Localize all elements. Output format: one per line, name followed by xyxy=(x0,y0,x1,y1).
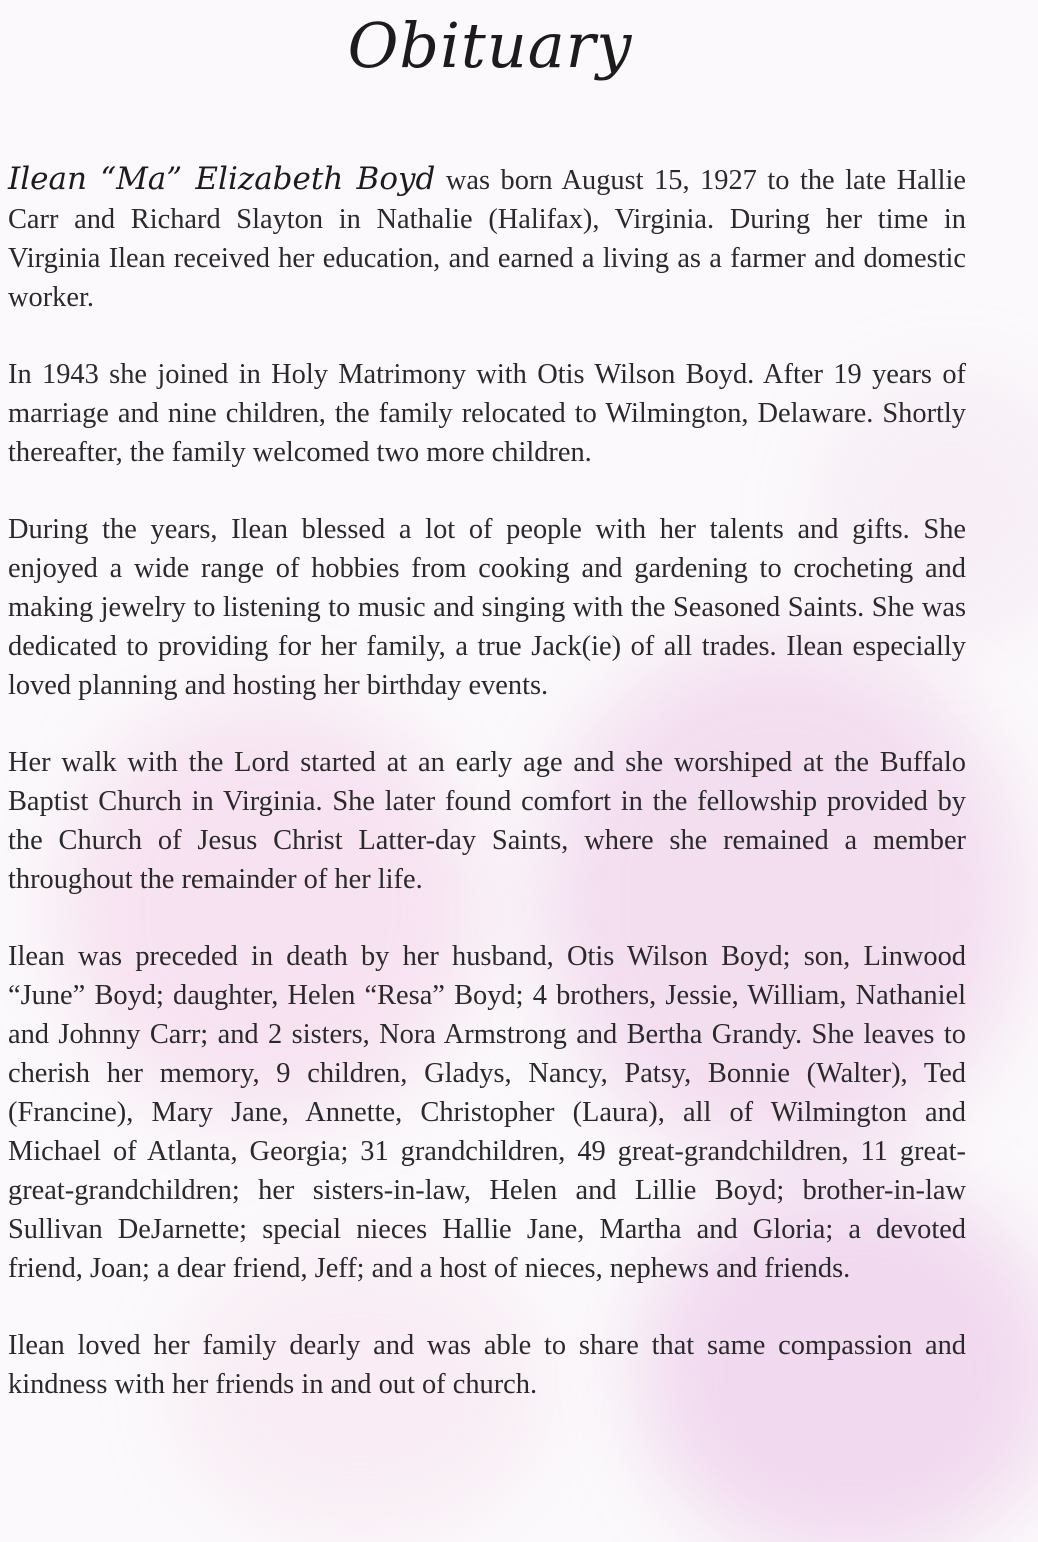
decedent-name: Ilean “Ma” Elizabeth Boyd xyxy=(8,161,436,197)
paragraph-hobbies: During the years, Ilean blessed a lot of people with her talents and gifts. She enjoyed a wide range of hobbies from cooking and gardening to crocheting and making jewelry to listening to music and singing with the Seasoned Saints. She was dedicated to providing for her family, a true Jack(ie) of all trades. Ilean especially loved planning and hosting her birthday events. xyxy=(8,514,966,701)
paragraph-text: was born August 15, 1927 to the late Hallie Carr and Richard Slayton in Nathalie (Halifax), Virginia. During her time in Virginia Ilean received her education, and earned a living as a farmer and domestic worker. xyxy=(8,165,967,313)
paragraph-marriage: In 1943 she joined in Holy Matrimony with Otis Wilson Boyd. After 19 years of marriage and nine children, the family relocated to Wilmington, Delaware. Shortly thereafter, the family welcomed two more children. xyxy=(8,359,966,468)
paragraph-faith: Her walk with the Lord started at an early age and she worshiped at the Buffalo Baptist Church in Virginia. She later found comfort in the fellowship provided by the Church of Jesus Christ Latter-day Saints, where she remained a member throughout the remainder of her life. xyxy=(8,747,966,895)
obituary-body xyxy=(8,160,966,1442)
paragraph-closing: Ilean loved her family dearly and was able to share that same compassion and kindness with her friends in and out of church. xyxy=(8,1330,966,1400)
paragraph-family: Ilean was preceded in death by her husband, Otis Wilson Boyd; son, Linwood “June” Boyd; daughter, Helen “Resa” Boyd; 4 brothers, Jessie, William, Nathaniel and Johnny Carr; and 2 sisters, Nora Armstrong and Bertha Grandy. She leaves to cherish her memory, 9 children, Gladys, Nancy, Patsy, Bonnie (Walter), Ted (Francine), Mary Jane, Annette, Christopher (Laura), all of Wilmington and Michael of Atlanta, Georgia; 31 grandchildren, 49 great-grandchildren, 11 great-great-grandchildren; her sisters-in-law, Helen and Lillie Boyd; brother-in-law Sullivan DeJarnette; special nieces Hallie Jane, Martha and Gloria; a devoted friend, Joan; a dear friend, Jeff; and a host of nieces, nephews and friends. xyxy=(8,941,966,1284)
page-title: Obituary xyxy=(347,9,633,82)
paragraph-birth xyxy=(8,160,966,317)
